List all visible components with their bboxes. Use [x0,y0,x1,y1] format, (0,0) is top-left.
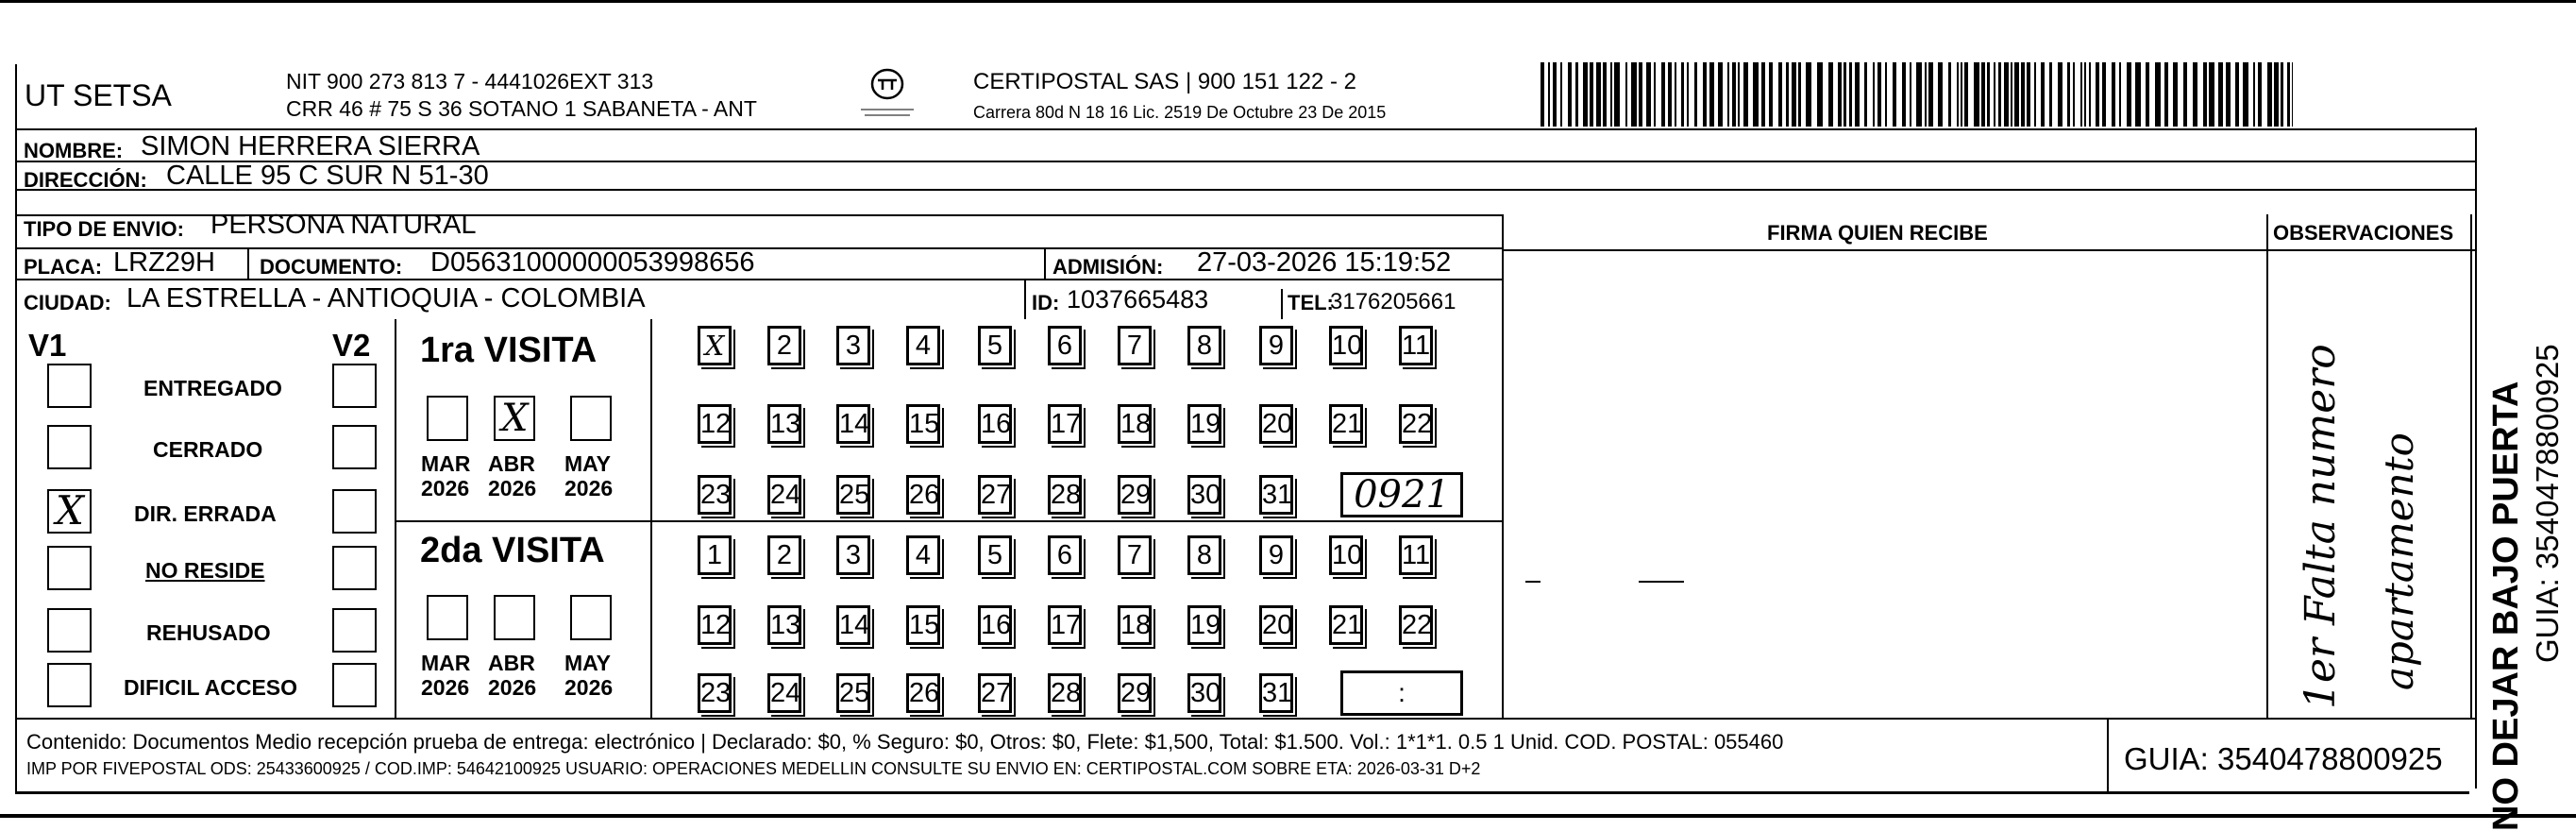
barcode-bar [1614,62,1620,127]
placa-label: PLACA: [24,255,103,279]
visit1-grid-left [650,319,652,520]
tel-sep [1281,289,1283,319]
barcode-bar [1732,62,1736,127]
barcode-bar [1548,62,1550,127]
barcode-bar [2084,62,2086,127]
status-label: ENTREGADO [143,376,282,400]
barcode-bar [2127,62,2131,127]
day-checkbox[interactable]: 12 [698,605,732,645]
barcode-bar [2021,62,2025,127]
day-checkbox[interactable]: 31 [1259,673,1293,713]
barcode-bar [1727,62,1729,127]
barcode-bar [1910,62,1911,127]
tel-value: 3176205661 [1330,289,1456,314]
barcode-bar [1798,62,1801,127]
id-sep [1024,279,1026,319]
barcode-bar [1957,62,1959,127]
day-checkbox[interactable]: 17 [1048,404,1082,444]
admision-value: 27-03-2026 15:19:52 [1197,247,1452,278]
bottom-border-shadow [0,814,2576,818]
barcode-bar [2274,62,2279,127]
day-checkbox[interactable]: 3 [836,326,870,365]
certipostal-logo-icon [857,66,918,125]
day-checkbox[interactable]: 20 [1259,404,1293,444]
barcode-bar [1575,62,1578,127]
left-border [15,64,17,793]
nombre-label: NOMBRE: [24,139,124,162]
day-checkbox[interactable]: 14 [836,404,870,444]
status-label: DIFICIL ACCESO [124,675,298,700]
year-label: 2026 [564,675,614,700]
month-checkbox[interactable] [427,396,468,441]
day-checkbox[interactable]: 20 [1259,605,1293,645]
day-checkbox[interactable]: 21 [1329,605,1363,645]
visit-split-rule [395,520,1502,522]
day-checkbox[interactable]: 16 [978,404,1012,444]
status-label: DIR. ERRADA [134,501,277,526]
barcode-bar [2049,62,2052,127]
day-checkbox[interactable]: 5 [978,535,1012,575]
day-checkbox[interactable]: 10 [1329,535,1363,575]
day-checkbox[interactable]: 6 [1048,535,1082,575]
year-label: 2026 [421,476,470,500]
barcode-bar [2209,62,2214,127]
barcode-bar [2226,62,2231,127]
v2-checkbox[interactable] [332,425,377,469]
day-checkbox[interactable]: 28 [1048,475,1082,515]
admision-label: ADMISIÓN: [1052,255,1164,279]
day-checkbox[interactable]: 22 [1399,605,1433,645]
status-label: NO RESIDE [145,558,265,583]
first-visit-time[interactable]: 0921 [1340,472,1463,517]
bottom-border [15,791,2469,794]
barcode-bar [2041,62,2045,127]
barcode-bar [1703,62,1707,127]
barcode-bar [1738,62,1740,127]
barcode-bar [2281,62,2283,127]
barcode-bar [1610,62,1612,127]
barcode-bar [1961,62,1962,127]
barcode-bar [2112,62,2115,127]
barcode-bar [1981,62,1985,127]
barcode-bar [1994,62,1995,127]
barcode-bar [1639,62,1642,127]
barcode-bar [1553,62,1557,127]
barcode-bar [2119,62,2121,127]
month-label: MAY [564,451,611,476]
certipostal-address: Carrera 80d N 18 16 Lic. 2519 De Octubre 23 De 2015 [973,103,1387,122]
day-checkbox[interactable]: 26 [906,475,940,515]
barcode-bar [2164,62,2168,127]
no-dejar-warning: NO DEJAR BAJO PUERTA [2486,381,2526,831]
footer-contenido: Contenido: Documentos Medio recepción prueba de entrega: electrónico | Declarado: $0, % Seguro: $0, Otros: $0, Flete: $1,500, Total: $1.500. Vol.: 1*1*1. 0.5 1 Unid. COD. POSTAL: 055460 [26,730,1784,754]
barcode-bar [2253,62,2255,127]
barcode-bar [1987,62,1990,127]
month-label: MAR [421,451,471,476]
day-checkbox[interactable]: 30 [1187,673,1221,713]
signature-mark [1525,581,1541,583]
rule-1 [15,128,2475,130]
day-checkbox[interactable]: 13 [767,605,801,645]
obs-handwriting-2: apartamento [2376,432,2422,690]
barcode-bar [2243,62,2248,127]
id-value: 1037665483 [1067,285,1209,314]
nit-line: NIT 900 273 813 7 - 4441026EXT 313 [286,69,654,93]
barcode-bar [1668,62,1672,127]
barcode-bar [1849,62,1852,127]
barcode-bar [1928,62,1933,127]
second-visit-time[interactable]: : [1340,670,1463,716]
barcode-bar [1761,62,1765,127]
day-checkbox[interactable]: 11 [1399,326,1433,365]
barcode-bar [1817,62,1823,127]
month-checkbox[interactable] [494,595,535,640]
month-label: ABR [488,451,535,476]
barcode-bar [2203,62,2207,127]
day-checkbox[interactable]: 24 [767,475,801,515]
barcode-bar [1753,62,1759,127]
barcode-bar [1568,62,1572,127]
month-label: MAR [421,651,471,675]
barcode-bar [1654,62,1656,127]
barcode-bar [2004,62,2009,127]
day-checkbox[interactable]: 7 [1118,326,1152,365]
day-checkbox[interactable]: 8 [1187,535,1221,575]
v1-checkbox[interactable] [47,489,92,534]
day-checkbox[interactable]: 4 [906,535,940,575]
documento-value: D05631000000053998656 [430,247,755,278]
barcode-bar [1873,62,1875,127]
check-mark: X [501,397,529,440]
month-checkbox[interactable] [570,595,612,640]
barcode-bar [2155,62,2161,127]
barcode-bar [1778,62,1782,127]
rule-6 [15,279,1502,280]
footer-imp: IMP POR FIVEPOSTAL ODS: 25433600925 / COD.IMP: 54642100925 USUARIO: OPERACIONES MEDELLIN CONSULTE SU ENVIO EN: CERTIPOSTAL.COM SOBRE ETA: 2026-03-31 D+2 [26,759,1481,778]
barcode-bar [1625,62,1627,127]
day-checkbox[interactable]: 1 [698,535,732,575]
day-checkbox[interactable]: 30 [1187,475,1221,515]
day-checkbox[interactable]: 26 [906,673,940,713]
month-checkbox[interactable] [494,396,535,441]
day-checkbox[interactable]: 9 [1259,535,1293,575]
day-checkbox[interactable]: 5 [978,326,1012,365]
day-checkbox[interactable]: 15 [906,605,940,645]
v2-checkbox[interactable] [332,489,377,534]
barcode-bar [1916,62,1922,127]
barcode-bar [1583,62,1588,127]
day-checkbox[interactable]: 14 [836,605,870,645]
barcode-bar [2173,62,2178,127]
v1-checkbox[interactable] [47,608,92,653]
day-checkbox[interactable]: 15 [906,404,940,444]
day-checkbox[interactable]: 28 [1048,673,1082,713]
month-checkbox[interactable] [570,396,612,441]
tipo-envio-label: TIPO DE ENVIO: [24,217,184,241]
month-label: ABR [488,651,535,675]
top-border [0,0,2576,3]
barcode-bar [2034,62,2036,127]
tipo-envio-value: PERSONA NATURAL [210,210,477,240]
barcode-bar [1925,62,1927,127]
day-checkbox[interactable]: 31 [1259,475,1293,515]
barcode-bar [2292,62,2293,127]
day-checkbox[interactable]: 25 [836,673,870,713]
barcode-bar [1694,62,1697,127]
day-checkbox[interactable]: 23 [698,475,732,515]
day-checkbox[interactable]: 9 [1259,326,1293,365]
status-right-rule [395,319,396,718]
status-label: REHUSADO [146,620,271,645]
v2-checkbox[interactable] [332,546,377,590]
barcode-bar [2258,62,2262,127]
barcode-bar [1806,62,1811,127]
day-checkbox[interactable]: 10 [1329,326,1363,365]
obs-right-rule [2470,214,2472,718]
barcode-bar [1631,62,1637,127]
check-mark: X [56,487,84,534]
barcode-bar [1828,62,1833,127]
v1-checkbox[interactable] [47,425,92,469]
barcode-bar [1541,62,1544,127]
barcode-bar [1709,62,1714,127]
barcode-bar [1838,62,1842,127]
day-checkbox[interactable]: 23 [698,673,732,713]
nombre-value: SIMON HERRERA SIERRA [141,131,480,161]
day-checkbox[interactable]: 8 [1187,326,1221,365]
day-checkbox-marked[interactable] [698,326,732,365]
barcode-bar [2183,62,2187,127]
barcode-bar [1998,62,2001,127]
day-checkbox[interactable]: 2 [767,326,801,365]
footer-guia: GUIA: 3540478800925 [2124,741,2443,776]
day-checkbox[interactable]: 11 [1399,535,1433,575]
month-checkbox[interactable] [427,595,468,640]
ciudad-label: CIUDAD: [24,291,111,314]
barcode-bar [1661,62,1665,127]
year-label: 2026 [421,675,470,700]
ciudad-value: LA ESTRELLA - ANTIOQUIA - COLOMBIA [126,283,646,314]
barcode-bar [1902,62,1906,127]
barcode-bar [1681,62,1684,127]
v1-label: V1 [28,328,67,363]
day-checkbox[interactable]: 7 [1118,535,1152,575]
barcode-bar [1718,62,1723,127]
placa-value: LRZ29H [113,247,215,278]
v2-label: V2 [332,328,371,363]
barcode-bar [2080,62,2082,127]
certipostal-name: CERTIPOSTAL SAS | 900 151 122 - 2 [973,69,1356,94]
tel-label: TEL: [1288,291,1334,314]
footer-guia-sep [2107,718,2109,791]
side-guia: GUIA: 3540478800925 [2530,344,2565,663]
barcode-bar [2287,62,2290,127]
barcode-bar [1964,62,1968,127]
visit2-grid-left [650,520,652,718]
address-line: CRR 46 # 75 S 36 SOTANO 1 SABANETA - ANT [286,96,757,121]
year-label: 2026 [488,675,537,700]
barcode-bar [2193,62,2197,127]
barcode-bar [1560,62,1562,127]
day-checkbox[interactable]: 27 [978,475,1012,515]
v1-checkbox[interactable] [47,364,92,408]
day-checkbox[interactable]: 13 [767,404,801,444]
barcode-bar [1855,62,1860,127]
day-checkbox[interactable]: 3 [836,535,870,575]
placa-sep [247,247,249,279]
signature-area[interactable] [1504,251,2265,716]
barcode-bar [2146,62,2149,127]
obs-handwriting-1: 1er Falta numero [2297,344,2345,709]
status-label: CERRADO [153,437,263,462]
barcode-bar [2096,62,2099,127]
day-checkbox[interactable]: 29 [1118,475,1152,515]
barcode-bar [2218,62,2223,127]
barcode-bar [1844,62,1846,127]
barcode-bar [2073,62,2075,127]
barcode-bar [1948,62,1951,127]
day-checkbox[interactable]: 27 [978,673,1012,713]
barcode-bar [2067,62,2070,127]
barcode-bar [2135,62,2141,127]
documento-label: DOCUMENTO: [260,255,403,279]
firma-header: FIRMA QUIEN RECIBE [1767,221,1988,245]
month-label: MAY [564,651,611,675]
day-checkbox[interactable]: 4 [906,326,940,365]
right-panel-border [2475,127,2477,789]
day-checkbox[interactable]: 21 [1329,404,1363,444]
v2-checkbox[interactable] [332,663,377,707]
day-checkbox[interactable]: 19 [1187,404,1221,444]
barcode-bar [1974,62,1979,127]
observaciones-area[interactable] [2268,251,2468,716]
barcode-bar [1792,62,1796,127]
barcode-bar [2235,62,2239,127]
second-visit-title: 2da VISITA [420,531,605,570]
direccion-value: CALLE 95 C SUR N 51-30 [166,161,489,191]
v2-checkbox[interactable] [332,364,377,408]
barcode-bar [1885,62,1887,127]
year-label: 2026 [564,476,614,500]
day-checkbox[interactable]: 29 [1118,673,1152,713]
check-mark: X [704,330,725,362]
barcode-bar [1877,62,1881,127]
admision-sep [1044,247,1046,279]
v1-checkbox[interactable] [47,663,92,707]
day-checkbox[interactable]: 12 [698,404,732,444]
day-checkbox[interactable]: 18 [1118,404,1152,444]
day-checkbox[interactable]: 2 [767,535,801,575]
day-checkbox[interactable]: 24 [767,673,801,713]
barcode-bar [1675,62,1676,127]
barcode-bar [1687,62,1689,127]
first-visit-title: 1ra VISITA [420,331,598,370]
day-checkbox[interactable]: 25 [836,475,870,515]
signature-mark-2 [1639,581,1684,583]
barcode-bar [1603,62,1607,127]
barcode-bar [1893,62,1896,127]
barcode-bar [2014,62,2019,127]
barcode-bar [1743,62,1748,127]
barcode-bar [2027,62,2030,127]
id-label: ID: [1032,291,1060,314]
direccion-label: DIRECCIÓN: [24,168,147,192]
barcode-bar [1646,62,1651,127]
barcode-bar [1596,62,1601,127]
observaciones-header: OBSERVACIONES [2273,221,2454,245]
barcode-bar [2102,62,2106,127]
barcode [1541,62,2293,127]
barcode-bar [2058,62,2062,127]
day-checkbox[interactable]: 22 [1399,404,1433,444]
barcode-bar [1769,62,1773,127]
day-checkbox[interactable]: 16 [978,605,1012,645]
year-label: 2026 [488,476,537,500]
v2-checkbox[interactable] [332,608,377,653]
barcode-bar [1786,62,1789,127]
barcode-bar [2011,62,2012,127]
day-checkbox[interactable]: 19 [1187,605,1221,645]
day-checkbox[interactable]: 18 [1118,605,1152,645]
barcode-bar [1864,62,1867,127]
barcode-bar [2267,62,2272,127]
company-name: UT SETSA [25,78,172,112]
barcode-bar [1590,62,1593,127]
day-checkbox[interactable]: 6 [1048,326,1082,365]
day-checkbox[interactable]: 17 [1048,605,1082,645]
barcode-bar [2089,62,2091,127]
barcode-bar [1938,62,1943,127]
v1-checkbox[interactable] [47,546,92,590]
